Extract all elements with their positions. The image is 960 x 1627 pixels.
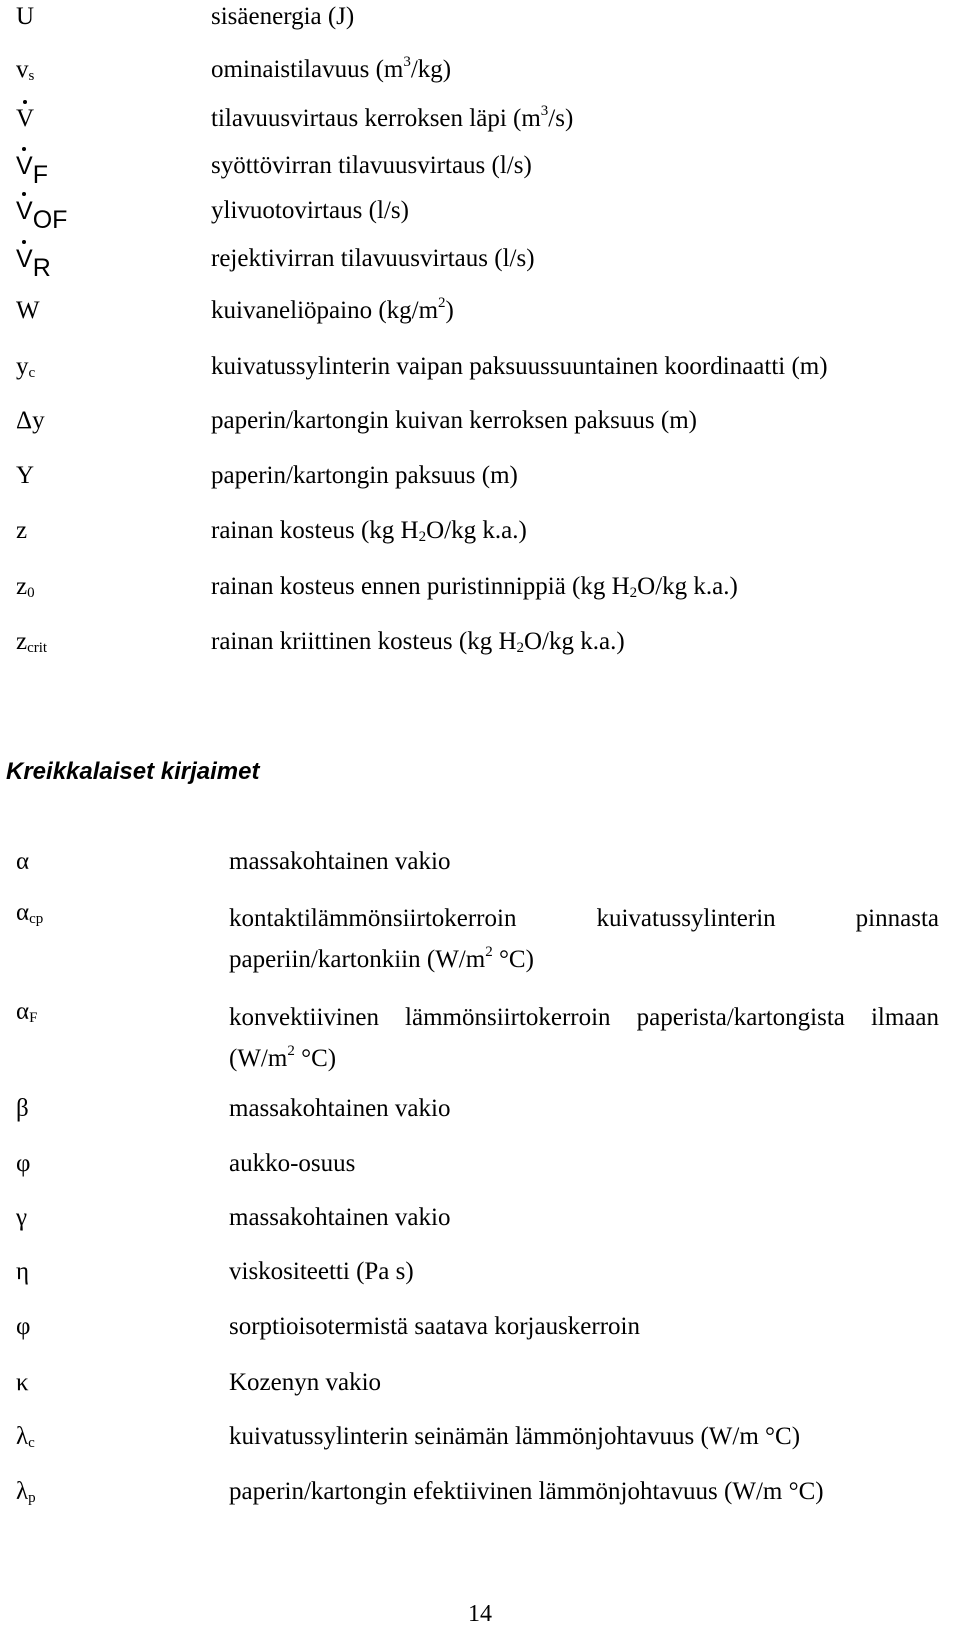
description: kontaktilämmönsiirtokerroin kuivatussylinterin pinnasta paperiin/kartonkiin ($W/m^2$ °C) — [229, 905, 939, 973]
symbol: φ — [16, 1313, 31, 1340]
symbol: $V_F$ — [16, 152, 48, 189]
description: paperin/kartongin paksuus (m) — [211, 462, 518, 489]
symbol: z — [16, 517, 28, 544]
description: aukko-osuus — [229, 1150, 356, 1177]
description: paperin/kartongin efektiivinen lämmönjohtavuus (W/m °C) — [229, 1478, 824, 1505]
symbol: $z_{crit}$ — [16, 628, 48, 656]
description: massakohtainen vakio — [229, 1204, 451, 1231]
symbol: $v_s$ — [16, 56, 35, 84]
page-number: 14 — [468, 1601, 492, 1627]
symbol: $\lambda_p$ — [16, 1478, 36, 1506]
description: kuivaneliöpaino $(kg/m^2)$ — [211, 295, 454, 324]
symbol: $y_c$ — [16, 353, 36, 381]
description: rejektivirran tilavuusvirtaus (l/s) — [211, 245, 535, 272]
symbol: η — [16, 1258, 30, 1285]
description: kuivatussylinterin vaipan paksuussuuntainen koordinaatti (m) — [211, 353, 828, 380]
symbol: $z_0$ — [16, 573, 35, 601]
symbol: W — [16, 297, 40, 324]
symbol: $V_R$ — [16, 245, 51, 282]
description: kuivatussylinterin seinämän lämmönjohtavuus (W/m °C) — [229, 1423, 801, 1450]
description: paperin/kartongin kuivan kerroksen paksuus (m) — [211, 407, 697, 434]
description: konvektiivinen lämmönsiirtokerroin paperista/kartongista ilmaan ($W/m^2$ °C) — [229, 1004, 939, 1072]
symbol: κ — [16, 1369, 29, 1396]
description: tilavuusvirtaus kerroksen läpi $(m^3/s)$ — [211, 103, 574, 132]
section-heading: Kreikkalaiset kirjaimet — [6, 758, 260, 785]
description: rainan kosteus (kg $H_2O/kg$ k.a.) — [211, 517, 527, 545]
description: massakohtainen vakio — [229, 1095, 451, 1122]
symbol: φ — [16, 1150, 31, 1177]
symbol: γ — [16, 1204, 28, 1231]
description: sisäenergia (J) — [211, 3, 355, 30]
description: massakohtainen vakio — [229, 848, 451, 875]
symbol: α — [16, 848, 30, 875]
description: syöttövirran tilavuusvirtaus (l/s) — [211, 152, 532, 179]
symbol: U — [16, 3, 35, 30]
symbol: $\alpha_{cp}$ — [16, 899, 44, 927]
description: rainan kriittinen kosteus (kg $H_2O/kg$ k.a.) — [211, 628, 625, 656]
symbol: Y — [16, 462, 35, 489]
symbol: $\alpha_F$ — [16, 998, 38, 1026]
description: Kozenyn vakio — [229, 1369, 382, 1396]
symbol: Δy — [16, 407, 45, 434]
description: viskositeetti (Pa s) — [229, 1258, 414, 1285]
description: rainan kosteus ennen puristinnippiä (kg $H_2O/kg$ k.a.) — [211, 573, 738, 601]
symbol: $V_{OF}$ — [16, 197, 68, 234]
symbol: $\lambda_c$ — [16, 1423, 35, 1451]
symbol: V — [16, 105, 35, 132]
symbol: β — [16, 1095, 29, 1122]
description: ominaistilavuus $(m^3/kg)$ — [211, 54, 452, 83]
description: sorptioisotermistä saatava korjauskerroin — [229, 1313, 640, 1340]
description: ylivuotovirtaus (l/s) — [211, 197, 409, 224]
